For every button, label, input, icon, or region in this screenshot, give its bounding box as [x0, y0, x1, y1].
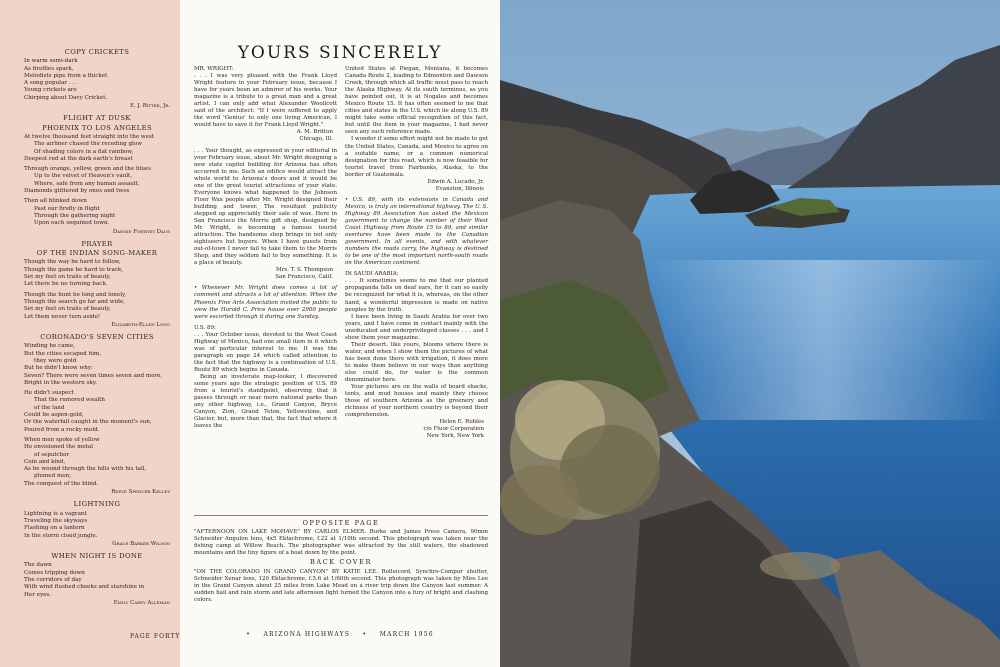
magazine-name: ARIZONA HIGHWAYS: [263, 631, 351, 638]
issue-date: MARCH 1956: [379, 631, 434, 638]
poem-line: When men spoke of yellow: [24, 436, 100, 443]
letter-signature-name: Edwin A. Lucado, Jr.: [427, 178, 484, 185]
poem-author: Dannie Fortney Daus: [112, 228, 170, 235]
poem-title: FLIGHT AT DUSK: [63, 114, 131, 123]
poem-line: That the rumored wealth: [34, 397, 105, 404]
poem-line: they were gold: [34, 357, 77, 364]
page-footer: [180, 631, 500, 638]
letter-signature-place: New York, New York: [426, 433, 484, 440]
poem-title: CORONADO'S SEVEN CITIES: [40, 333, 154, 342]
poem-line: Lightning is a vagrant: [24, 510, 87, 517]
section-divider: [194, 515, 488, 516]
page-number: PAGE FORTY: [130, 633, 180, 640]
poem-title: PRAYER: [81, 239, 113, 248]
letter-signature-place: Chicago, Ill.: [299, 136, 333, 143]
letter-body: United States at Piegan, Montana, it becomes Canada Route 2, leading to Edmonton and Dawson Creek, through which all traffic must pass to reach the Alaska Highway. At its south terminus, as you have pointed out, it is at Nogales and becomes Mexico Route 15. It has often seemed to me that cities and states in the U.S. which lie along U.S. 89 might take some official recognition of this fact, but until the item in your magazine, I had never seen any such reference made.: [345, 66, 488, 136]
poem-title: PHOENIX TO LOS ANGELES: [41, 123, 152, 132]
poem-line: He didn't suspect: [24, 390, 74, 397]
poem-line: Set my feet on trails of beauty,: [24, 274, 111, 281]
poem-line: Though the search go far and wide,: [24, 298, 126, 305]
letter-heading: IN SAUDI ARABIA:: [345, 271, 399, 278]
poem-line: Young crickets are: [24, 87, 77, 94]
poem-line: Coin and kind,: [24, 458, 66, 465]
poem-line: Upon each sequined town.: [34, 220, 110, 227]
poem-line: Comes tripping down: [24, 569, 85, 576]
poem-author: Reeve Spencer Kelley: [111, 489, 170, 496]
poem-line: Though the way be hard to follow,: [24, 259, 121, 266]
letter-body: . . . Your October issue, devoted to the West Coast Highway of Mexico, had one small item in it which was of particular interest to me. It was the paragraph on page 24 which called attention to the fact that the highway is a continuation of U.S. Route 89 which begins in Canada.: [194, 331, 337, 373]
footer-bullet: •: [362, 631, 368, 638]
poem-author: Elizabeth-Ellen Long: [111, 321, 170, 328]
poem-line: Past our firefly in flight: [34, 205, 100, 212]
editor-note: • U.S. 89, with its extensions in Canada and Mexico, is truly an international highway. The U. S. Highway 89 Association has asked the Mexican government to change the number of their West Coast Highway from Route 15 to 89, and similar overtures have been made to the Canadian government. In all events, and with whatever numbers the roads carry, the highway is destined to be one of the most important north-south roads on the American continent.: [345, 196, 488, 267]
letter-signature-org: c/o Fluor Corporation: [423, 426, 484, 433]
poem-line: The corridors of day: [24, 577, 82, 583]
poem-line: Where, safe from any human assault,: [34, 180, 140, 187]
poem-line: The dawn: [24, 562, 52, 569]
poem-line: But the cities escaped him,: [24, 350, 101, 357]
letters-right-column: [345, 66, 488, 440]
poem-line: Through orange, yellow, green and the blues: [24, 166, 152, 173]
poem-author: Grace Barker Wilson: [112, 540, 170, 547]
poem-line: A song popular . . .: [24, 80, 78, 87]
poems-page: [0, 0, 180, 667]
letter-body: . . . I was very pleased with the Frank Lloyd Wright feature in your February issue, because I have for years been an admirer of his works. Your magazine is a tribute to a great man and a great artist. I can only add what Alexander Woollcott said of the architect: "If I were suffered to apply the word 'Genius' to only one living American, I would have to save it for Frank Lloyd Wright.": [194, 73, 337, 129]
photo-credits: [194, 520, 488, 606]
poem-line: Set my feet on trails of beauty,: [24, 306, 111, 313]
poem-author: E. J. Ritter, Jr.: [130, 103, 170, 110]
poem-line: Deepest red at the dark earth's breast: [24, 155, 133, 162]
poem-line: The airliner chased the receding glow: [34, 141, 142, 148]
poem-line: Her eyes.: [24, 591, 52, 598]
page-title: YOURS SINCERELY: [237, 43, 443, 63]
letter-signature-name: A. M. Britton: [296, 129, 333, 136]
poem-line: As he wound through the hills with his tall,: [24, 466, 147, 473]
letter-signature-name: Mrs. T. S. Thompson: [276, 267, 333, 274]
lake-mohave-photo: [500, 0, 1000, 667]
poem-line: Through the gathering night: [34, 212, 116, 219]
poem-title: WHEN NIGHT IS DONE: [51, 552, 143, 561]
poems-column: [0, 0, 180, 607]
letter-body: I have been living in Saudi Arabia for over two years, and I have come in contact mainly with the uneducated and underprivileged classes . . . and I show them your magazine.: [345, 313, 488, 341]
poem-line: Though the hunt be long and lonely,: [24, 291, 127, 298]
poem-line: Though the game be hard to track,: [24, 266, 124, 273]
poem-line: But he didn't know why:: [24, 365, 93, 372]
poem-line: As fireflies spark,: [24, 65, 74, 72]
letter-heading: U.S. 89:: [194, 324, 216, 331]
letter-body: I wonder if some effort might not be made to get the United States, Canada, and Mexico to agree on a suitable name, or a common numerical designation for this road, which is now feasible for tourist travel from Fairbanks, Alaska, to the border of Guatemala.: [345, 136, 488, 178]
letters-left-column: [194, 66, 337, 430]
poem-title: COPY CRICKETS: [64, 48, 130, 56]
credit-heading: OPPOSITE PAGE: [302, 519, 380, 527]
letter-signature-name: Helen E. Robles: [439, 419, 484, 426]
poem-line: of the land: [34, 404, 65, 411]
letters-page: [180, 0, 500, 667]
poem-line: of sepulcher: [34, 451, 70, 458]
poem-line: Then all blinked down: [24, 198, 87, 205]
poem-title: LIGHTNING: [73, 500, 121, 509]
poem-line: Let there be no turning back.: [24, 281, 108, 288]
letter-body: Your pictures are on the walls of board shacks, tents, and mud houses and mainly they choose those of southern Arizona as the greenery and richness of your northern country is beyond their comprehension.: [345, 384, 488, 419]
poem-line: The conquest of the blind.: [24, 480, 99, 487]
poem-line: Seven? There were seven times seven and more,: [24, 372, 163, 379]
poem-line: Poured from a rocky mold.: [24, 426, 100, 433]
poem-line: Could be aspen-gold,: [24, 412, 84, 419]
poem-line: Diamonds glittered by ones and twos: [24, 188, 130, 195]
poem-line: Or the waterfall caught in the moment's sun,: [24, 419, 152, 426]
poem-line: Traveling the skyways: [24, 517, 88, 524]
poem-line: Bright in the western sky.: [24, 379, 97, 386]
letter-heading: MR. WRIGHT:: [194, 66, 234, 72]
poem-line: At twelve thousand feet straight into the west: [24, 133, 155, 140]
poem-line: Chirping about Davy Cricket.: [24, 94, 108, 101]
credit-heading: BACK COVER: [310, 558, 372, 567]
poem-line: Winding he came,: [24, 343, 75, 350]
poem-line: Let them never turn aside!: [24, 313, 101, 320]
poem-line: Flashing on a lantern: [24, 525, 85, 532]
poem-line: In warm semi-dark: [24, 58, 78, 65]
letter-body: . . . It sometimes seems to me that our planted propaganda falls on deaf ears, for it can so easily be recognized for what it is, whereas, on the other hand, a wonderful impression is made on native peoples by the truth.: [345, 278, 488, 313]
letter-signature-place: Evanston, Illinois: [435, 185, 484, 192]
letter-body: Their desert, like yours, blooms where there is water, and when I show them the pictures of what has been done there with irrigation, it does more to make them believe in our ways than anything else could do, for water is the common denominator here.: [345, 341, 488, 384]
poem-author: Emily Carey Alleman: [113, 599, 170, 606]
poem-line: In the storm cloud jungle.: [24, 532, 98, 539]
poem-line: With wind flushed cheeks and starshine in: [24, 584, 145, 591]
credit-text: "AFTERNOON ON LAKE MOHAVE" BY CARLOS ELMER. Burke and James Press Camera, 90mm Schneider Angulon lens, 4x5 Ektachrome, f.22 at 1/10th second. This photograph was taken near the fishing camp at Willow Beach. The photographer was attracted by the still waters, the shadowed mountains and the tiny figure of a boat down by the point.: [194, 529, 488, 557]
poem-line: Up to the velvet of Heaven's vault,: [34, 173, 133, 180]
poem-line: He envisioned the metal: [24, 444, 94, 451]
footer-bullet: •: [246, 631, 252, 638]
credit-text: "ON THE COLORADO IN GRAND CANYON" BY KATIE LEE. Rolleicord, Synchro-Compur shutter, Schneider Xenar lens, 120 Ektachrome, f.5.6 at 1/60th second. This photograph was taken by Miss Lee in the Grand Canyon about 25 miles from Lake Mead on a river trip down the Canyon last summer. A sudden hail and rain storm and late afternoon light turned the Canyon into a fury of bright and clashing colors.: [194, 568, 488, 603]
poem-title: OF THE INDIAN SONG-MAKER: [36, 249, 158, 258]
poem-line: Of shading colors in a flat rainbow,: [34, 148, 134, 155]
landscape-illustration: [500, 0, 1000, 667]
editor-note: • Whenever Mr. Wright does comes a lot of comment and attracts a lot of attention. When the Phoenix Fine Arts Association invited the public to view the Harold C. Price house over 2900 people were escorted through it during one Sunday.: [194, 285, 337, 320]
poem-line: Melodists pipe from a thicket: [24, 72, 108, 79]
letter-body: Being an inveterate map-looker, I discovered some years ago the strategic position of U.S. 89 from a tourist's standpoint, observing that it passes through or near more national parks than any other highway, i.e., Grand Canyon, Bryce Canyon, Zion, Grand Teton, Yellowstone, and Glacier, but, more than that, the fact that where it leaves the: [194, 373, 337, 430]
poem-line: plumed men;: [34, 473, 72, 480]
letter-signature-place: San Francisco, Calif.: [275, 274, 333, 281]
letter-body: . . . Your thought, as expressed in your editorial in your February issue, about Mr. Wright designing a new state capitol building for Arizona has often occurred to me. Such an edifice would attract the whole world to Arizona's doors and it would be one of the great tourist attractions of your state. Everyone knows what happened to the Johnson Floor Wax people after Mr. Wright designed their building and tower. The resultant publicity stepped up appreciably their sale of wax. Here in San Francisco the Morris gift shop, designed by Mr. Wright, is becoming a famous tourist attraction. The handsome shop brings in not only sightseers but buyers. When I have guests from out-of-town I never fail to take them to the Morris Shop, and they seldom fail to buy something. It is a place of beauty.: [194, 147, 337, 267]
